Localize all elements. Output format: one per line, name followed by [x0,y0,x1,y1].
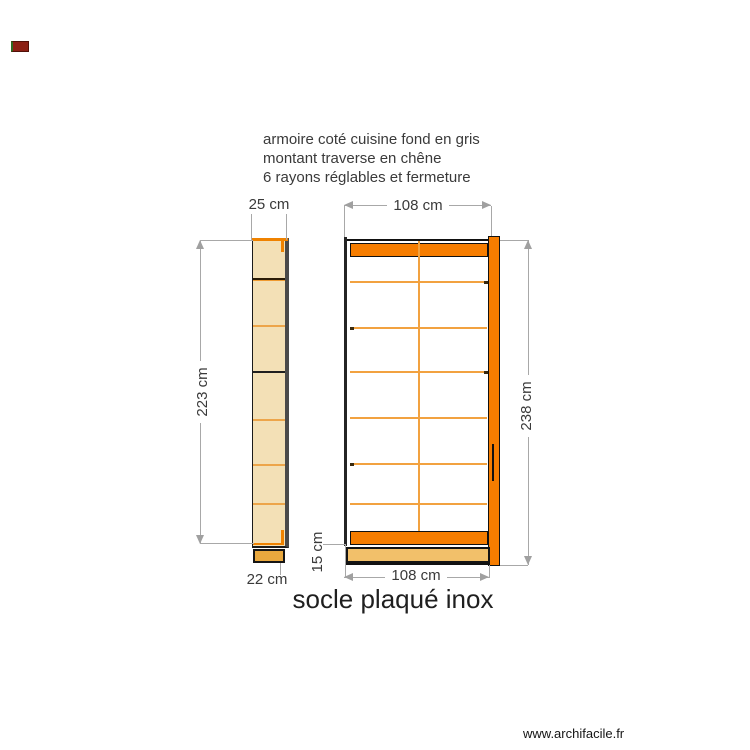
title-line-1: armoire coté cuisine fond en gris [263,131,480,148]
front-shelf-line [350,417,487,419]
shelf-pin [484,371,488,374]
shelf-pin [350,327,354,330]
plan-object-marker [11,41,29,52]
dim-ext-line [200,543,254,544]
side-shelf-line-orange [253,503,285,505]
shelf-pin [484,281,488,284]
dim-label-front-top-width: 108 cm [387,197,449,215]
dim-arrow-up [524,240,532,249]
side-bottom-edge [253,543,283,545]
door-handle-line [492,444,494,481]
front-shelf-line [350,327,487,329]
dim-ext-line [500,565,528,566]
dim-label-front-bottom-width: 108 cm [385,567,447,585]
dim-label-side-width: 25 cm [248,196,290,213]
side-panel [252,238,289,548]
website-credit: www.archifacile.fr [523,726,625,741]
side-peg-bottom [281,530,284,545]
side-shelf-line-orange [253,325,285,327]
dim-ext-line [286,214,287,240]
dim-ext-line [251,214,252,240]
side-peg-top [281,241,284,252]
dim-ext-line [200,240,253,241]
dim-arrow-right [480,573,489,581]
shelf-pin [350,463,354,466]
front-socle [346,547,490,563]
side-socle [253,549,285,563]
dim-arrow-down [524,556,532,565]
side-shelf-line-dark [253,371,285,373]
dim-arrow-left [344,201,353,209]
front-center-divider [418,241,420,532]
front-right-montant [488,236,500,566]
title-line-3: 6 rayons réglables et fermeture [263,169,471,186]
dim-ext-line [500,240,528,241]
front-shelf-line [350,371,487,373]
caption-socle: socle plaqué inox [292,584,494,614]
dim-label-side-base: 22 cm [246,571,288,588]
dim-label-socle-height: 15 cm [309,531,326,573]
dim-ext-line [344,206,345,237]
front-left-panel [344,237,347,546]
front-shelf-line [350,503,487,505]
front-base-line [346,563,490,565]
dim-ext-line [489,565,490,578]
front-shelf-line [350,463,487,465]
side-shelf-line-orange [253,464,285,466]
dim-arrow-right [482,201,491,209]
front-bottom-traverse [350,531,488,545]
front-shelf-line [350,281,487,283]
dim-arrow-up [196,240,204,249]
dim-arrow-left [344,573,353,581]
side-shelf-line-orange [253,419,285,421]
side-shelf-line-dark [253,278,285,281]
title-line-2: montant traverse en chêne [263,150,442,167]
dim-label-front-height: 238 cm [518,375,536,437]
dim-ext-line [491,206,492,236]
dim-label-side-height: 223 cm [194,361,212,423]
annotation-title [263,130,480,187]
